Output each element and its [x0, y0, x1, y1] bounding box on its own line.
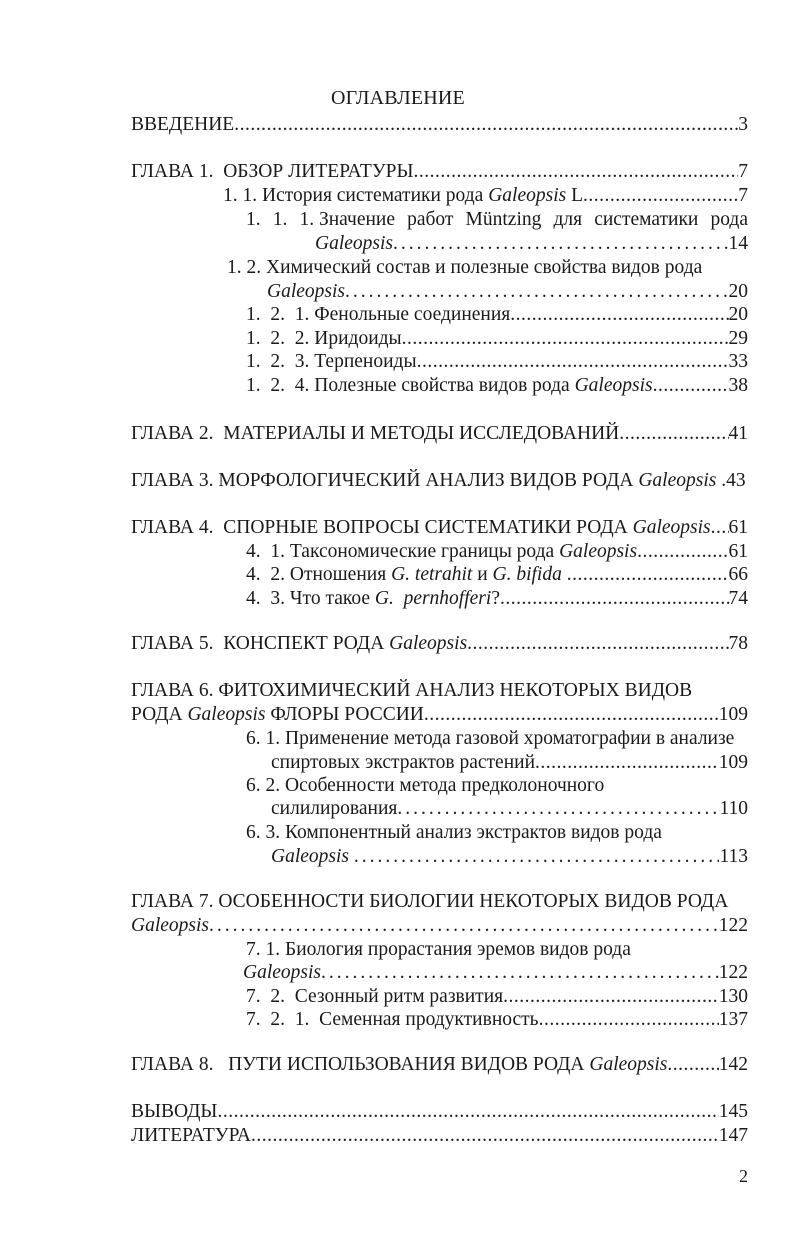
toc-entry-1-2-4: 1. 2. 4. Полезные свойства видов рода Galeopsis ..... 38	[246, 374, 748, 398]
toc-entry-1-1-1: 1. 1. 1. Значение работ Müntzing для систематики рода	[246, 209, 748, 230]
toc-entry-6-1: 6. 1. Применение метода газовой хроматографии в анализе	[246, 728, 735, 749]
toc-entry-chapter-2: ГЛАВА 2. МАТЕРИАЛЫ И МЕТОДЫ ИССЛЕДОВАНИЙ ..... 41	[131, 422, 748, 446]
toc-entry-4-2: 4. 2. Отношения G. tetrahit и G. bifida ..... 66	[246, 563, 748, 587]
toc-entry-7-1: 7. 1. Биология прорастания эремов видов рода	[246, 939, 631, 960]
toc-entry-6-3-cont: Galeopsis ..... 113	[271, 845, 748, 869]
toc-entry-chapter-3: ГЛАВА 3. МОРФОЛОГИЧЕСКИЙ АНАЛИЗ ВИДОВ РОДА Galeopsis .43	[131, 470, 746, 491]
toc-entry-chapter-6-cont: РОДА Galeopsis ФЛОРЫ РОССИИ ..... 109	[131, 703, 748, 727]
toc-entry-1-1-1-cont: Galeopsis ..... 14	[315, 232, 748, 256]
toc-entry-chapter-6: ГЛАВА 6. ФИТОХИМИЧЕСКИЙ АНАЛИЗ НЕКОТОРЫХ ВИДОВ	[131, 680, 693, 701]
toc-entry-6-3: 6. 3. Компонентный анализ экстрактов видов рода	[246, 822, 662, 843]
toc-entry-6-2-cont: силилирования ..... 110	[271, 797, 748, 821]
toc-entry-chapter-7: ГЛАВА 7. ОСОБЕННОСТИ БИОЛОГИИ НЕКОТОРЫХ ВИДОВ РОДА	[131, 891, 729, 912]
toc-entry-4-3: 4. 3. Что такое G. pernhofferi? ..... 74	[246, 587, 748, 611]
toc-entry-7-2: 7. 2. Сезонный ритм развития ..... 130	[246, 985, 748, 1009]
toc-entry-1-2-3: 1. 2. 3. Терпеноиды ..... 33	[246, 350, 748, 374]
toc-entry-conclusions: ВЫВОДЫ ..... 145	[131, 1100, 748, 1124]
toc-entry-introduction: ВВЕДЕНИЕ ..... 3	[131, 113, 748, 137]
toc-entry-1-1: 1. 1. История систематики рода Galeopsis L ..... 7	[223, 184, 748, 208]
toc-entry-1-2-1: 1. 2. 1. Фенольные соединения ..... 20	[246, 303, 748, 327]
toc-entry-6-1-cont: спиртовых экстрактов растений ..... 109	[271, 751, 748, 775]
page-title: ОГЛАВЛЕНИЕ	[331, 87, 465, 109]
toc-entry-1-2-2: 1. 2. 2. Иридоиды ..... 29	[246, 327, 748, 351]
toc-entry-4-1: 4. 1. Таксономические границы рода Galeopsis ..... 61	[246, 540, 748, 564]
toc-entry-references: ЛИТЕРАТУРА ..... 147	[131, 1124, 748, 1148]
toc-entry-chapter-1: ГЛАВА 1. ОБЗОР ЛИТЕРАТУРЫ ..... 7	[131, 160, 748, 184]
toc-entry-chapter-8: ГЛАВА 8. ПУТИ ИСПОЛЬЗОВАНИЯ ВИДОВ РОДА Galeopsis ..... 142	[131, 1053, 748, 1077]
toc-entry-chapter-7-cont: Galeopsis ..... 122	[131, 914, 748, 938]
page-number: 2	[739, 1166, 748, 1186]
toc-entry-1-2: 1. 2. Химический состав и полезные свойства видов рода	[227, 257, 703, 278]
toc-entry-6-2: 6. 2. Особенности метода предколоночного	[246, 775, 605, 796]
toc-entry-chapter-5: ГЛАВА 5. КОНСПЕКТ РОДА Galeopsis ..... 78	[131, 632, 748, 656]
toc-entry-7-2-1: 7. 2. 1. Семенная продуктивность ..... 137	[246, 1008, 748, 1032]
toc-entry-chapter-4: ГЛАВА 4. СПОРНЫЕ ВОПРОСЫ СИСТЕМАТИКИ РОДА Galeopsis ..... 61	[131, 516, 748, 540]
toc-entry-7-1-cont: Galeopsis ..... 122	[243, 961, 748, 985]
toc-entry-1-2-cont: Galeopsis ..... 20	[267, 280, 748, 304]
